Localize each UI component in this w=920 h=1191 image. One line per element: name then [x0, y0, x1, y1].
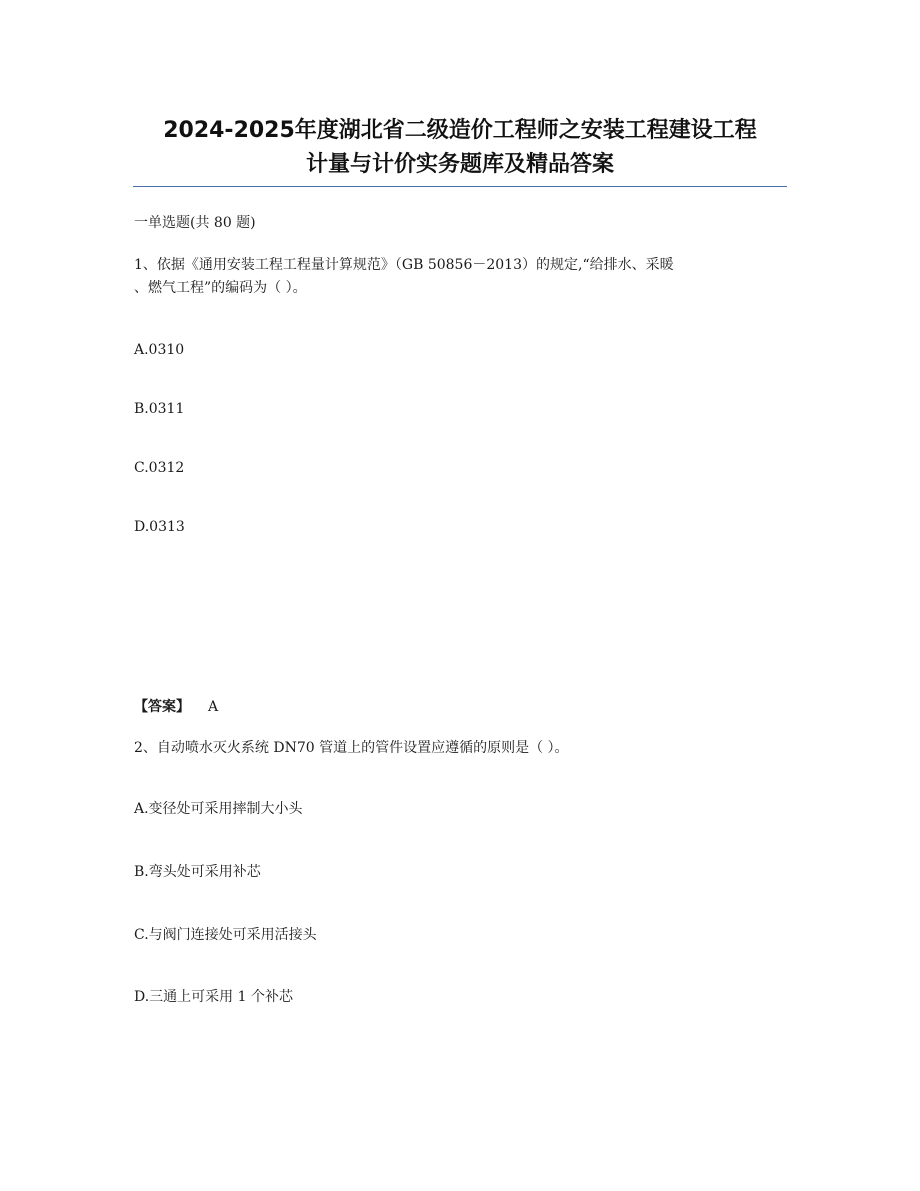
section-heading: 一单选题(共 80 题)	[134, 215, 256, 231]
question-1-option-d: D.0313	[134, 519, 185, 535]
title-divider	[133, 186, 787, 187]
page-title-line-2: 计量与计价实务题库及精品答案	[305, 152, 614, 177]
question-2-option-d: D.三通上可采用 1 个补芯	[134, 989, 293, 1005]
question-1-option-c: C.0312	[134, 460, 185, 476]
question-1-option-b: B.0311	[134, 401, 185, 417]
question-2-option-b: B.弯头处可采用补芯	[134, 864, 261, 880]
answer-label: 【答案】	[134, 699, 190, 715]
question-1-answer	[134, 697, 218, 717]
question-2-option-c: C.与阀门连接处可采用活接头	[134, 927, 317, 943]
question-1-text-line-1: 1、依据《通用安装工程工程量计算规范》（GB 50856－2013）的规定,“给排水、采暖	[134, 257, 674, 273]
question-1-text-line-2: 、燃气工程”的编码为（ ）。	[134, 280, 307, 296]
page-title-line-1: 2024-2025年度湖北省二级造价工程师之安装工程建设工程	[163, 118, 757, 143]
question-1-option-a: A.0310	[134, 342, 185, 358]
answer-value: A	[208, 699, 219, 715]
question-2-option-a: A.变径处可采用摔制大小头	[134, 801, 303, 817]
question-2-text: 2、自动喷水灭火系统 DN70 管道上的管件设置应遵循的原则是（ ）。	[134, 740, 569, 756]
